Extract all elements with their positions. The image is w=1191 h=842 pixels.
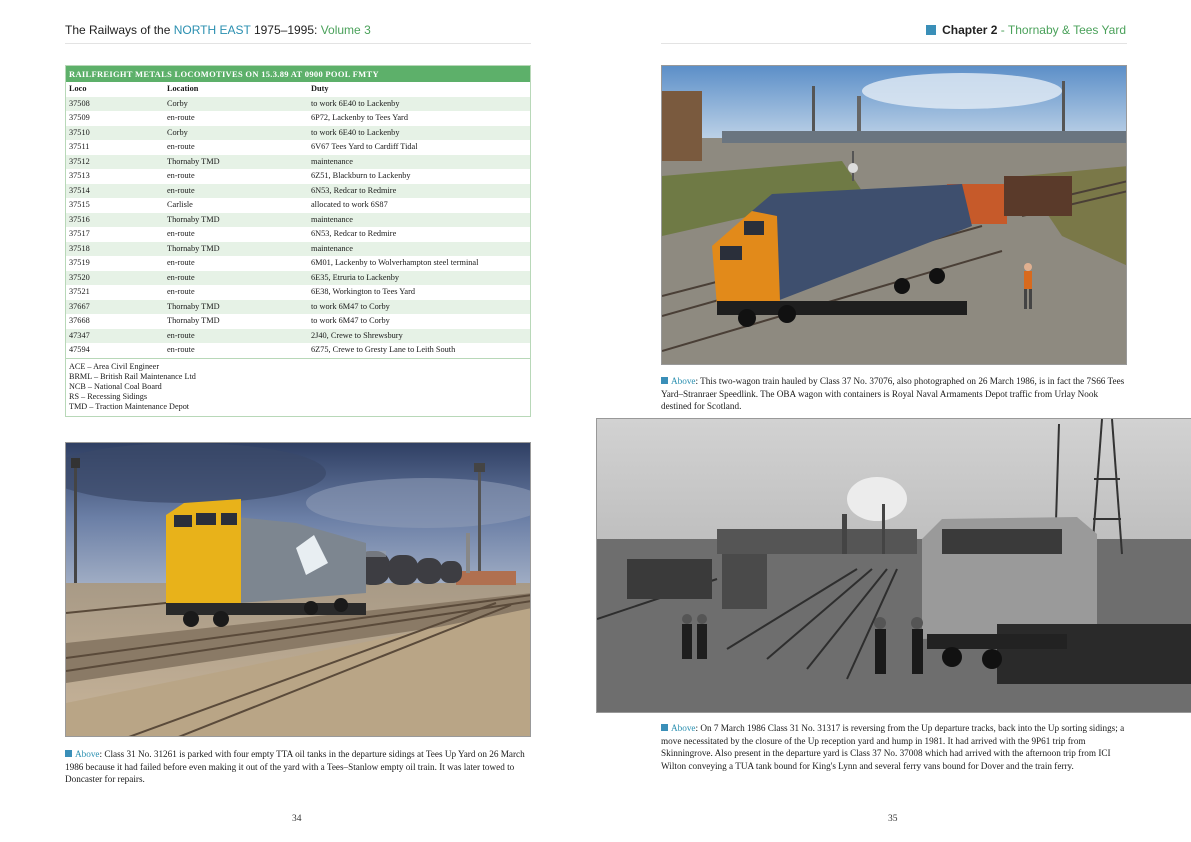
photo-class-31-oil-tanks <box>65 442 531 737</box>
table-cell: allocated to work 6S87 <box>311 200 388 209</box>
table-cell: 37668 <box>69 316 90 325</box>
photo-class-37-speedlink <box>661 65 1127 365</box>
loco-table <box>65 65 531 417</box>
table-cell: Corby <box>167 98 188 108</box>
table-cell: 37520 <box>69 272 90 282</box>
chapter-marker-icon <box>926 25 936 35</box>
table-body <box>66 97 530 358</box>
photo-class-31-reversing-bw <box>596 418 1191 713</box>
caption-marker-icon <box>661 724 668 731</box>
table-note: NCB – National Coal Board <box>69 381 162 391</box>
table-cell: 47594 <box>69 345 90 354</box>
table-cell: 37517 <box>69 229 90 238</box>
table-cell: 6M01, Lackenby to Wolverhampton steel terminal <box>311 258 479 267</box>
table-cell: 37519 <box>69 258 90 267</box>
table-cell: Thornaby TMD <box>167 156 220 166</box>
caption-marker-icon <box>661 377 668 384</box>
column-header: Loco <box>69 84 87 93</box>
photo-illustration <box>597 419 1191 713</box>
table-cell: 37514 <box>69 185 90 195</box>
table-cell: en-route <box>167 171 195 180</box>
table-cell: 37512 <box>69 156 90 166</box>
table-cell: en-route <box>167 272 195 282</box>
table-cell: 37516 <box>69 214 90 224</box>
caption-text: : This two-wagon train hauled by Class 37 No. 37076, also photographed on 26 March 1986, is in fact the 7S66 Tees Yard–Stranraer Speedlink. The OBA wagon with containers is Royal Naval Armaments Depot traffic from Urlay Nook destined for Scotland. <box>661 376 1125 411</box>
table-cell: en-route <box>167 330 195 340</box>
table-cell: 37518 <box>69 243 90 253</box>
table-row <box>66 184 530 199</box>
table-cell: 37510 <box>69 127 90 137</box>
header-volume: Volume 3 <box>320 23 371 37</box>
table-row <box>66 329 530 344</box>
table-row <box>66 169 530 184</box>
table-notes <box>66 358 530 416</box>
header-title: - Thornaby & Tees Yard <box>997 23 1126 37</box>
caption-top <box>661 375 1127 413</box>
table-title: RAILFREIGHT METALS LOCOMOTIVES ON 15.3.89 AT 0900 POOL FMTY <box>66 66 530 82</box>
left-page <box>0 0 595 842</box>
table-cell: 37515 <box>69 200 90 209</box>
table-cell: 6Z51, Blackburn to Lackenby <box>311 171 411 180</box>
caption-lead: Above <box>75 749 100 759</box>
table-row <box>66 285 530 300</box>
table-cell: 6E35, Etruria to Lackenby <box>311 272 400 282</box>
table-cell: en-route <box>167 142 195 151</box>
page-number: 35 <box>888 814 898 824</box>
table-cell: 37513 <box>69 171 90 180</box>
table-cell: 37511 <box>69 142 90 151</box>
table-cell: 6E38, Workington to Tees Yard <box>311 287 415 296</box>
header-years: 1975–1995: <box>250 23 321 37</box>
caption-lead: Above <box>671 376 696 386</box>
table-row <box>66 97 530 112</box>
table-cell: Thornaby TMD <box>167 301 220 311</box>
table-cell: Thornaby TMD <box>167 243 220 253</box>
table-cell: maintenance <box>311 214 353 224</box>
table-row <box>66 242 530 257</box>
table-row <box>66 227 530 242</box>
caption-left <box>65 748 531 786</box>
table-row <box>66 140 530 155</box>
table-note: BRML – British Rail Maintenance Ltd <box>69 371 196 381</box>
table-row <box>66 300 530 315</box>
caption-bottom <box>661 722 1127 772</box>
table-cell: en-route <box>167 287 195 296</box>
running-header <box>926 23 1126 37</box>
page-number: 34 <box>292 814 302 824</box>
table-cell: maintenance <box>311 156 353 166</box>
table-cell: 6P72, Lackenby to Tees Yard <box>311 113 408 122</box>
table-cell: maintenance <box>311 243 353 253</box>
caption-marker-icon <box>65 750 72 757</box>
table-row <box>66 126 530 141</box>
table-cell: 37521 <box>69 287 90 296</box>
header-rule <box>65 43 531 44</box>
table-cell: to work 6M47 to Corby <box>311 316 390 325</box>
table-note: ACE – Area Civil Engineer <box>69 361 160 371</box>
photo-illustration <box>66 443 531 737</box>
column-header: Location <box>167 84 199 93</box>
caption-text: : Class 31 No. 31261 is parked with four empty TTA oil tanks in the departure sidings at Tees Up Yard on 26 March 1986 because it had failed before even making it out of the yard with a Tees–Stanlow empty oil train. It was later towed to Doncaster for repairs. <box>65 749 525 784</box>
table-cell: 2J40, Crewe to Shrewsbury <box>311 330 403 340</box>
table-cell: 37667 <box>69 301 90 311</box>
table-row <box>66 111 530 126</box>
header-prefix: The Railways of the <box>65 23 174 37</box>
photo-illustration <box>662 66 1127 365</box>
table-row <box>66 198 530 213</box>
table-cell: 6N53, Redcar to Redmire <box>311 229 397 238</box>
right-page <box>596 0 1191 842</box>
table-cell: to work 6E40 to Lackenby <box>311 98 400 108</box>
table-row <box>66 314 530 329</box>
column-header: Duty <box>311 84 329 93</box>
table-cell: 37509 <box>69 113 90 122</box>
table-row <box>66 155 530 170</box>
table-row <box>66 343 530 358</box>
table-header-row <box>66 82 530 97</box>
header-region: NORTH EAST <box>173 23 251 37</box>
header-rule <box>661 43 1127 44</box>
table-cell: en-route <box>167 113 195 122</box>
table-cell: Thornaby TMD <box>167 214 220 224</box>
table-cell: Thornaby TMD <box>167 316 220 325</box>
table-cell: 6N53, Redcar to Redmire <box>311 185 397 195</box>
table-cell: 37508 <box>69 98 90 108</box>
table-note: TMD – Traction Maintenance Depot <box>69 402 190 412</box>
table-note: RS – Recessing Sidings <box>69 392 148 402</box>
caption-text: : On 7 March 1986 Class 31 No. 31317 is reversing from the Up departure tracks, back into the Up sorting sidings; a move necessitated by the closure of the Up reception yard and hump in 1981. It had arrived with the 9P61 trip from Skinningrove. Also present in the departure yard is Class 37 No. 37008 which had arrived with the afternoon trip from ICI Wilton conveying a TUA tank bound for King's Lynn and several ferry vans bound for Dover and the train ferry. <box>661 723 1125 771</box>
table-cell: 47347 <box>69 330 90 340</box>
running-header <box>65 23 371 37</box>
caption-lead: Above <box>671 723 696 733</box>
table-cell: 6Z75, Crewe to Gresty Lane to Leith South <box>311 345 456 354</box>
table-cell: to work 6E40 to Lackenby <box>311 127 400 137</box>
table-cell: en-route <box>167 185 195 195</box>
table-cell: en-route <box>167 258 195 267</box>
table-row <box>66 256 530 271</box>
table-cell: en-route <box>167 345 195 354</box>
header-chapter: Chapter 2 <box>942 23 998 37</box>
table-row <box>66 271 530 286</box>
table-cell: Carlisle <box>167 200 193 209</box>
table-cell: to work 6M47 to Corby <box>311 301 390 311</box>
table-cell: en-route <box>167 229 195 238</box>
table-cell: Corby <box>167 127 188 137</box>
table-row <box>66 213 530 228</box>
table-cell: 6V67 Tees Yard to Cardiff Tidal <box>311 142 418 151</box>
